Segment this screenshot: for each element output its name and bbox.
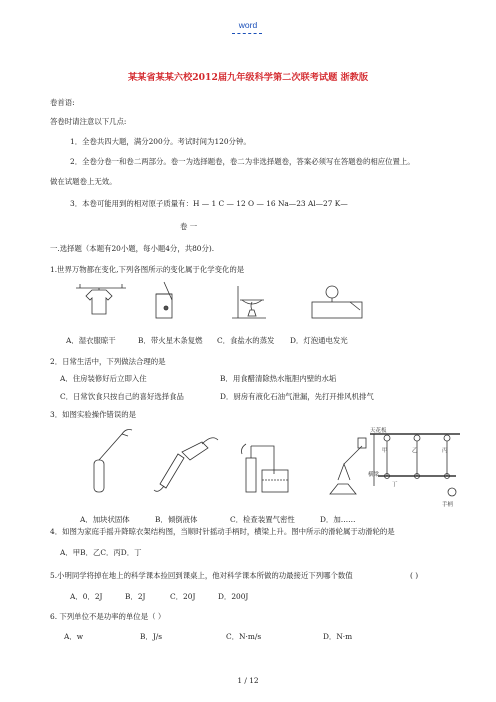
q2-stem: 2．日常生活中，下列做法合理的是 <box>50 357 166 366</box>
q2-option-a: A．住房装修好后立即入住 <box>60 374 147 383</box>
clothes-drying-figure <box>76 284 126 314</box>
q1-figures <box>70 280 380 330</box>
header-word-link[interactable]: word <box>238 20 258 30</box>
evaporation-figure <box>232 286 266 318</box>
document-title: 某某省某某六校2012届九年级科学第二次联考试题 浙教版 <box>127 72 369 83</box>
q1-option-c: C．食盐水的蒸发 <box>217 336 275 345</box>
q1-option-d: D．灯泡通电发光 <box>290 336 348 345</box>
q6-option-d: D．N·m <box>323 632 353 641</box>
notice-1: 1．全卷共四大题，满分200分。考试时间为120分钟。 <box>70 137 251 146</box>
notice-2-cont: 做在试题卷上无效。 <box>50 177 117 186</box>
q3-stem: 3．如图实验操作错误的是 <box>50 410 137 419</box>
q6-option-a: A．w <box>64 632 84 641</box>
airtightness-figure <box>242 444 289 492</box>
q5-option-b: B．2J <box>125 592 146 601</box>
q1-option-a: A．湿衣服晾干 <box>66 336 116 345</box>
q3-option-d: D．加…… <box>320 515 356 524</box>
notice-heading: 答卷时请注意以下几点: <box>50 117 127 126</box>
q4-label-handle: 手柄 <box>442 502 454 508</box>
q4-label-bing: 丙 <box>442 448 448 454</box>
q6-stem: 6. 下列单位不是功率的单位是（ ） <box>50 612 166 621</box>
q4-stem: 4．如图为家庭手摇升降晾衣架结构图，当顺时针摇动手柄时，横梁上升。图中所示的滑轮属于动滑轮的是 <box>50 527 395 536</box>
splint-bottle-figure <box>156 282 172 318</box>
q3-option-b: B．倾倒液体 <box>155 515 198 524</box>
pouring-liquid-figure <box>154 438 218 492</box>
header-underline <box>232 33 262 34</box>
q5-option-d: D．200J <box>218 592 249 601</box>
q6-option-b: B．J/s <box>140 632 163 641</box>
notice-2: 2．全卷分卷一和卷二两部分。卷一为选择题卷，卷二为非选择题卷，答案必须写在答题卷的相应位置上。 <box>70 157 415 166</box>
q2-option-c: C．日常饮食只按自己的喜好选择食品 <box>60 392 184 401</box>
q5-option-c: C．20J <box>170 592 196 601</box>
intro-heading: 卷首语: <box>50 98 75 107</box>
q5-stem: 5.小明同学将掉在地上的科学课本捡回到课桌上，他对科学课本所做的功最接近下列哪个数值 <box>50 571 353 580</box>
q4-label-jia: 甲 <box>382 448 388 454</box>
q5-option-a: A．0．2J <box>70 592 103 601</box>
q1-stem: 1.世界万物都在变化,下列各图所示的变化属于化学变化的是 <box>50 265 245 274</box>
q4-label-ceiling: 天花板 <box>370 428 387 434</box>
clothes-rack-pulley-figure <box>370 434 460 496</box>
q6-option-c: C．N·m/s <box>226 632 262 641</box>
q4-label-yi: 乙 <box>412 448 418 454</box>
q4-label-beam: 横梁 <box>368 472 380 478</box>
adding-solid-figure <box>94 430 132 493</box>
q3-option-a: A．加块状固体 <box>80 515 130 524</box>
q1-option-b: B．带火星木条复燃 <box>138 336 203 345</box>
q3-option-c: C．检查装置气密性 <box>230 515 295 524</box>
section-heading: 一.选择题（本题有20小题，每小题4分，共80分). <box>50 244 215 253</box>
q2-option-b: B．用食醋清除热水瓶胆内壁的水垢 <box>220 374 337 383</box>
heating-figure <box>330 438 366 494</box>
q5-bracket: ( ) <box>410 571 419 580</box>
q2-option-d: D．厨房有液化石油气泄漏，先打开排风机排气 <box>220 392 374 401</box>
q4-label-ding: 丁 <box>392 482 398 488</box>
notice-3: 3．本卷可能用到的相对原子质量有：H — 1 C — 12 O — 16 Na—23 Al—27 K— <box>70 199 348 208</box>
q3-q4-figures <box>82 424 462 514</box>
light-bulb-figure <box>312 286 362 318</box>
volume-label: 卷 一 <box>180 222 198 231</box>
page-number: 1 / 12 <box>237 676 259 685</box>
q4-options: A．甲B．乙C．丙D．丁 <box>60 548 142 557</box>
